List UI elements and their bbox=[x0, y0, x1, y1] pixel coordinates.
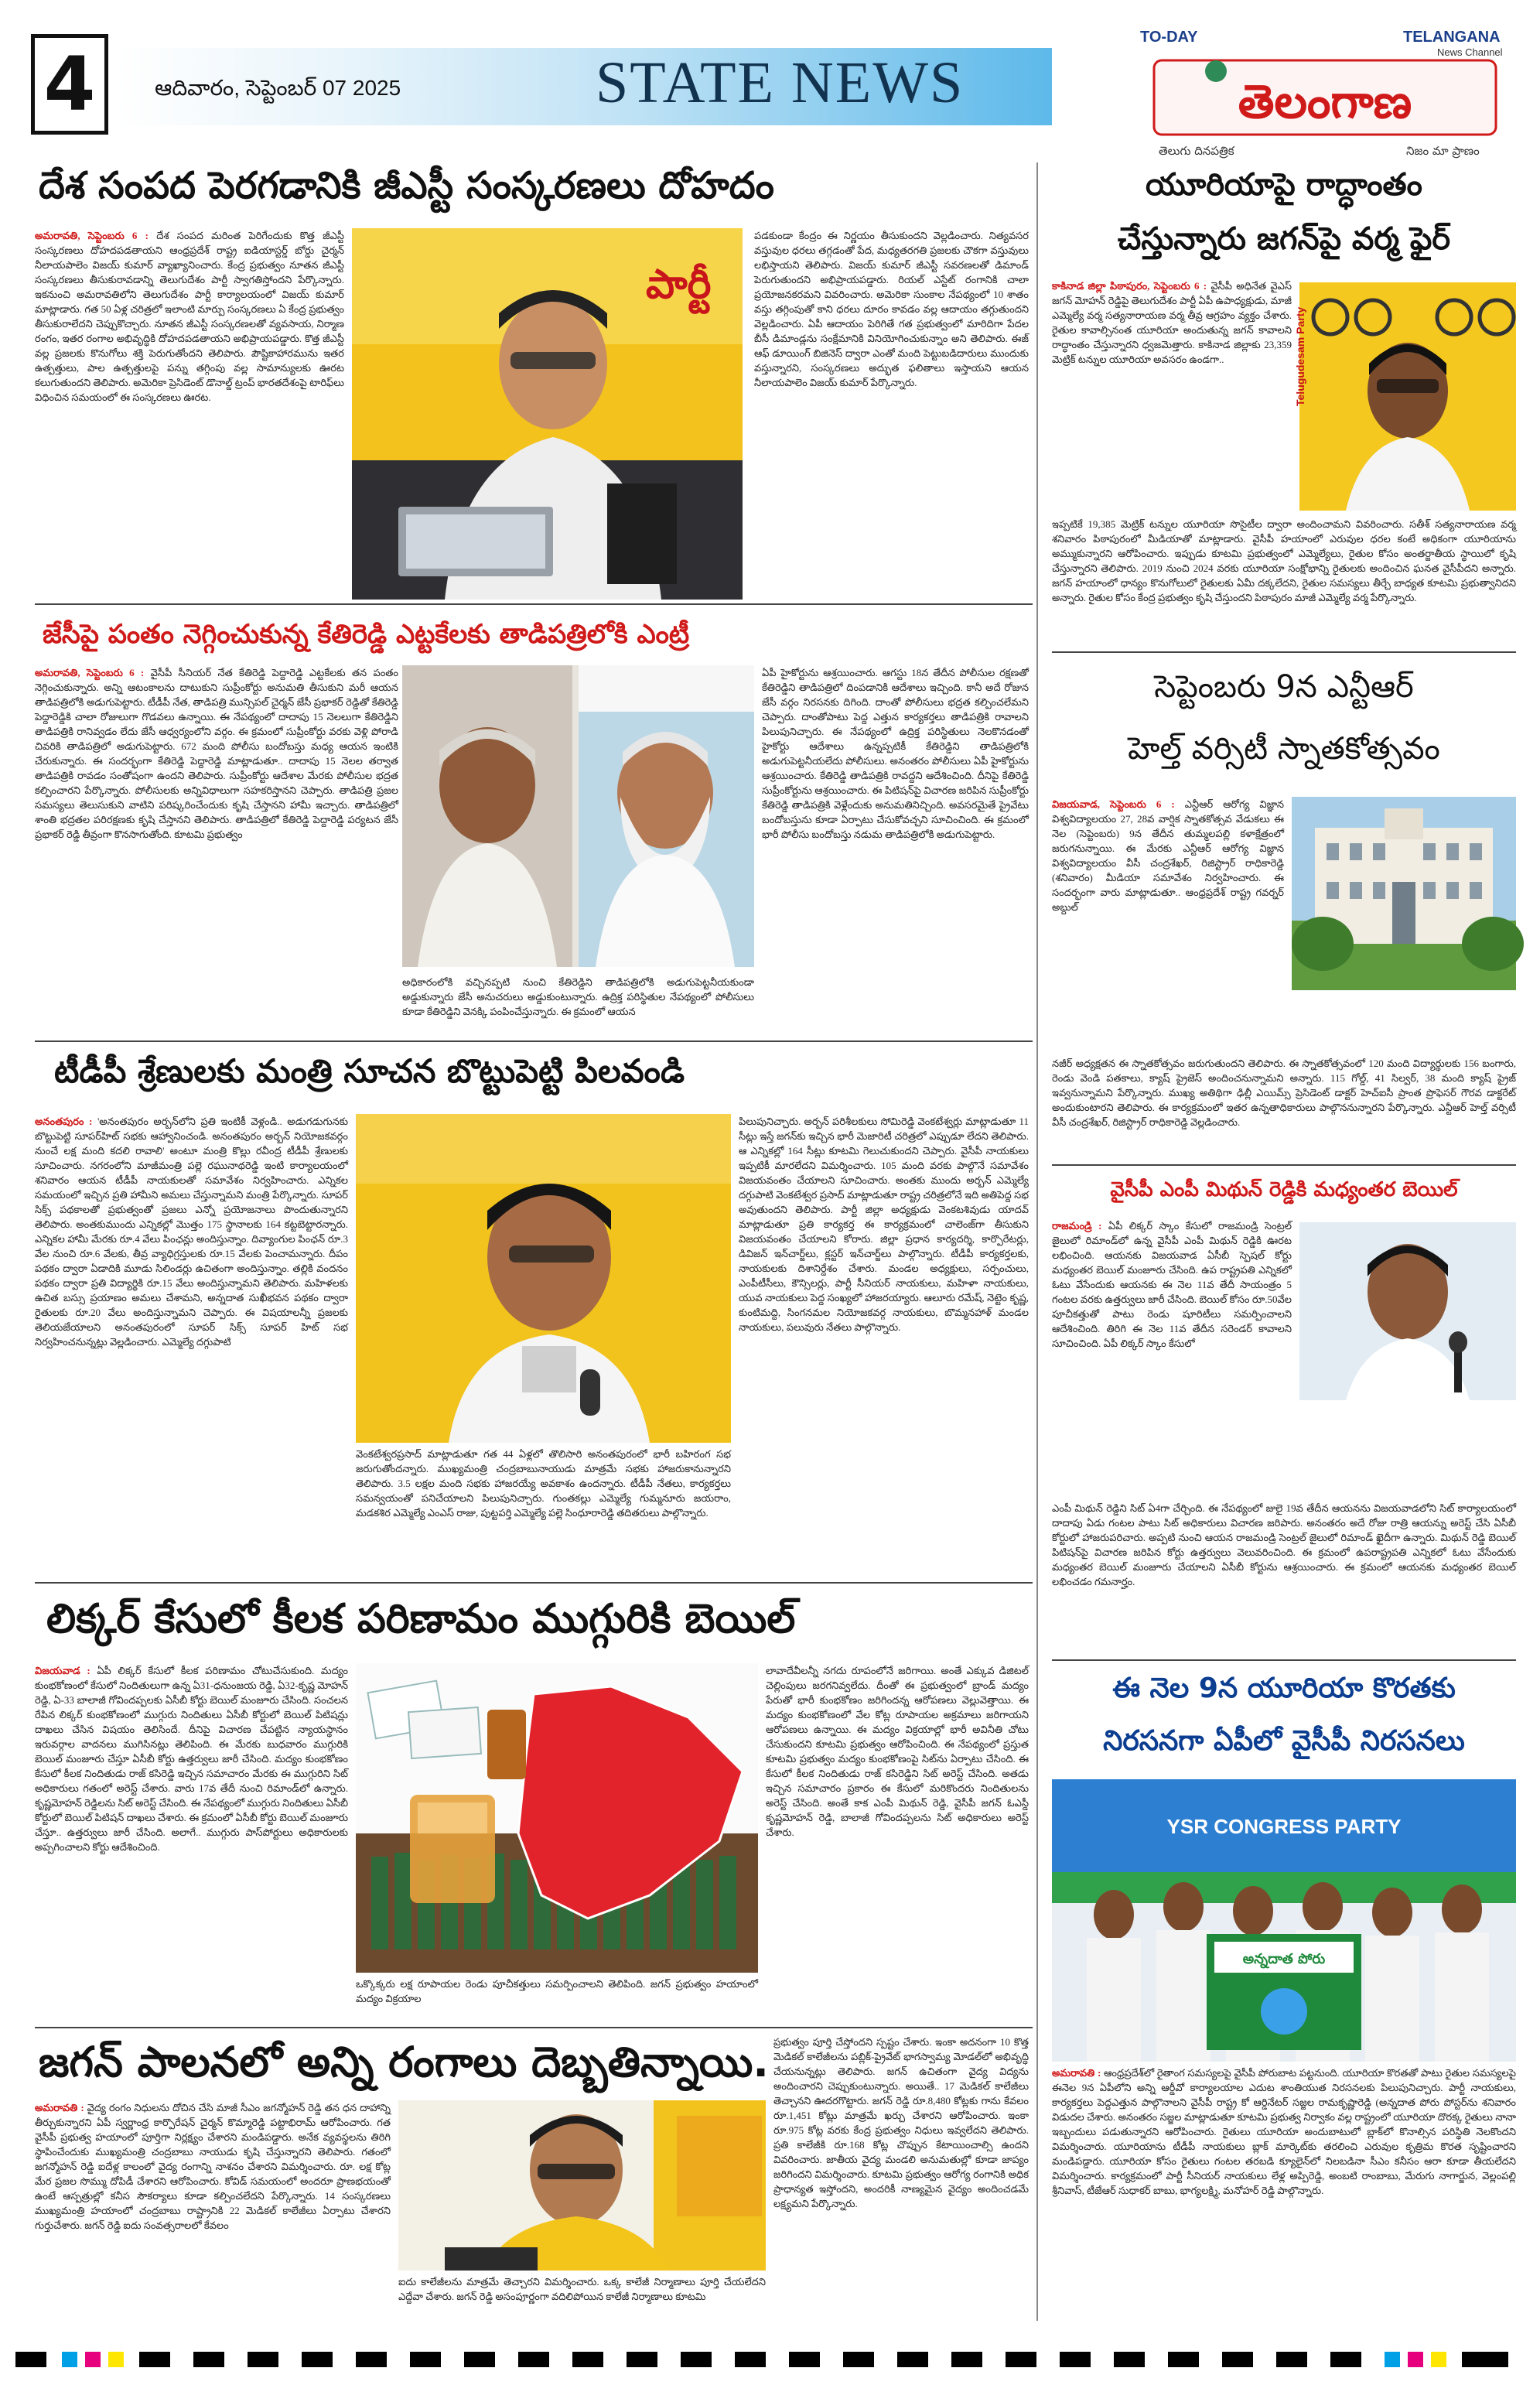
column-divider bbox=[1036, 162, 1038, 2321]
ntr-health-headline-line1: సెప్టెంబరు 9న ఎన్టీఆర్ bbox=[1154, 669, 1414, 705]
mithun-headline: వైసీపీ ఎంపీ మిథున్ రెడ్డికి మధ్యంతర బెయిల్ bbox=[1110, 1178, 1458, 1201]
masthead-tag-left: TO-DAY bbox=[1140, 29, 1198, 46]
kethireddy-headline: జేసీపై పంతం నెగ్గించుకున్న కేతిరెడ్డి ఎట్టకేలకు తాడిపత్రిలోకి ఎంట్రీ bbox=[43, 619, 690, 650]
ysrcp-protest-body bbox=[1052, 2066, 1516, 2325]
kethireddy-dateline: అమరావతి, సెప్టెంబరు 6 : bbox=[35, 667, 145, 678]
ysrcp-protest-headline-line1: ఈ నెల 9న యూరియా కొరతకు bbox=[1112, 1673, 1456, 1704]
jagan-rule-body-text-1: వైద్య రంగం నిధులను దోచిన చేసి మాజీ సీఎం జగన్మోహన్ రెడ్డి తన ధన దాహాన్ని తీర్చుకున్నారని ఏపీ స్వర్ణాంధ్ర కార్పొరేషన్ చైర్మన్ కొమ్మారెడ్డి పట్టాభిరామ్ ఆరోపించారు. గత వైసీపీ ప్రభుత్వ హయాంలో పూర్తిగా నిర్లక్ష్యం చేశారని మండిపడ్డారు. అనేక వ్యవస్థలను తిరిగి స్థాపించేందుకు ముఖ్యమంత్రి చంద్రబాబు నాయుడు కృషి చేస్తున్నారని తెలిపారు. గతంలో జగన్మోహన్ రెడ్డి ఐదేళ్ల కాలంలో వైద్య రంగాన్ని నాశనం చేశారని విమర్శించారు. రూ. లక్ష కోట్ల మేర ప్రజల సొమ్ము దోపిడీ చేశారని ఆరోపించారు. కోవిడ్ సమయంలో అందరూ ప్రాణభయంతో ఉంటే ఆస్పత్రుల్లో కనీస సౌకర్యాలు కూడా కల్పించలేదని పేర్కొన్నారు. 14 సంస్కరణలు ముఖ్యమంత్రి హయాంలో చంద్రబాబు రాష్ట్రానికి 22 మెడికల్ కాలేజీలు ఏర్పాటు చేశారని గుర్తుచేశారు. జగన్ రెడ్డి ఐదు సంవత్సరాలలో కేవలం bbox=[35, 2102, 391, 2231]
section-title: STATE NEWS bbox=[596, 50, 965, 115]
urea-varma-body-col2: ఇప్పటికే 19,385 మెట్రిక్ టన్నుల యూరియా సొసైటీల ద్వారా అందించామని వివరించారు. సతీశ్ సత్యనారాయణ వర్మ శనివారం పిఠాపురంలో మీడియాతో మాట్లాడారు. వైసీపీ హయాంలో ఎరువుల ధరల కంటే అధికంగా యూరియాను అమ్ముకున్నారని ఆరోపించారు. ఇప్పుడు కూటమి ప్రభుత్వంలో ఎమ్మెల్యేలు, రైతుల కోసం అంతర్జాతీయ స్థాయిలో కృషి చేస్తున్నారని తెలిపారు. 2019 నుంచి 2024 వరకు యూరియా సంక్షోభాన్ని రైతులకు అందించిన ఘనత వైసీపీదని అన్నారు. జగన్ హయాంలో ధాన్యం కొనుగోలులో రైతులకు ఏమీ దక్కలేదని, రైతుల సమస్యలు తీర్చే బాధ్యత కూటమి ప్రభుత్వానిదని అన్నారు. రైతుల కోసం కేంద్ర ప్రభుత్వం కృషి చేస్తుందని పిఠాపురం మాజీ ఎమ్మెల్యే వర్మ పేర్కొన్నారు. bbox=[1052, 518, 1516, 603]
footer-registration-bar bbox=[15, 2352, 1524, 2367]
jagan-rule-dateline: అమరావతి : bbox=[35, 2102, 84, 2113]
tdp-minister-body-col2: వెంకటేశ్వరప్రసాద్ మాట్లాడుతూ గత 44 ఏళ్లలో తొలిసారి అనంతపురంలో భారీ బహిరంగ సభ జరుగుతోందన్నారు. ముఖ్యమంత్రి చంద్రబాబునాయుడు మాత్రమే సభకు హాజరుకానున్నారని తెలిపారు. 3.5 లక్షల మంది సభకు హాజరయ్యే అవకాశం ఉందన్నారు. టీడీపీ నేతలు, కార్యకర్తలు సమన్వయంతో పనిచేయాలని పిలుపునిచ్చారు. గుంతకల్లు ఎమ్మెల్యే గుమ్మనూరు జయరాం, మడకశిర ఎమ్మెల్యే ఎంఎస్ రాజు, పుట్టపర్తి ఎమ్మెల్యే పల్లె సింధూరారెడ్డి తదితరులు పాల్గొన్నారు. bbox=[356, 1448, 731, 1519]
urea-varma-body-col1 bbox=[1052, 278, 1292, 514]
ntr-health-divider bbox=[1052, 1164, 1516, 1166]
page-number: 4 bbox=[31, 34, 108, 135]
tdp-minister-dateline: అనంతపురం : bbox=[35, 1116, 93, 1127]
kethireddy-divider bbox=[35, 1040, 1033, 1042]
urea-varma-headline-line2: చేస్తున్నారు జగన్‌పై వర్మ ఫైర్ bbox=[1117, 221, 1451, 257]
liquor-divider bbox=[35, 2027, 1033, 2028]
liquor-dateline: విజయవాడ : bbox=[35, 1665, 90, 1676]
urea-varma-headline-line1: యూరియాపై రాద్ధాంతం bbox=[1146, 167, 1422, 203]
tdp-minister-body-text-1: 'అనంతపురం అర్బన్‌లోని ప్రతి ఇంటికీ వెళ్లండి.. అడుగడుగునకు బొట్టుపెట్టి సూపర్‌హిట్ సభకు ఆహ్వానించండి. అనంతపురం అర్బన్ నియోజకవర్గం నుంచే లక్ష మంది కదలి రావాలి' అంటూ మంత్రి కొల్లు రవీంద్ర టీడీపీ శ్రేణులకు సూచించారు. నగరంలోని మాజీమంత్రి పల్లె రఘునాథరెడ్డి ఇంటి కార్యాలయంలో శనివారం ఆయన టీడీపీ నాయకులతో సమావేశం నిర్వహించారు. ఎన్నికల సమయంలో ఇచ్చిన ప్రతి హామీని అమలు చేస్తున్నామని మంత్రి పేర్కొన్నారు. సూపర్ సిక్స్ పథకాలతో ప్రభుత్వంతో ప్రజలు ఎన్నో ప్రయోజనాలు పొందుతున్నారని తెలిపారు. అంతకుముందు ఎన్నికల్లో మొత్తం 175 స్థానాలకు 164 కట్టబెట్టారన్నారు. ఎన్నికల హామీ మేరకు రూ.4 వేలు పింఛన్లు అందిస్తున్నాం. దివ్యాంగుల పింఛన్ రూ.3 వేల నుంచి రూ.6 వేలకు, తీవ్ర వ్యాధిగ్రస్తులకు రూ.15 వేలకు పెంచామన్నారు. దీపం పథకం ద్వారా ఏడాదికి మూడు సిలిండర్లు ఉచితంగా అందిస్తున్నాం. తల్లికి వందనం పథకం ద్వారా ప్రతి విద్యార్థికి రూ.15 వేలు అందిస్తున్నామని తెలిపారు. మహిళలకు ఉచిత బస్సు ప్రయాణం అమలు చేశామని, అన్నదాత సుఖీభవన పథకం ద్వారా రైతులకు రూ.20 వేలు అందిస్తున్నామని చెప్పారు. ఈ విషయాలన్నీ ప్రజలకు తెలియజేయాలని అనంతపురంలో సూపర్ సిక్స్ సూపర్ హిట్ సభ నిర్వహించనున్నట్లు వెల్లడించారు. ఎమ్మెల్యే దగ్గుపాటి bbox=[35, 1116, 348, 1348]
gst-divider bbox=[35, 603, 1033, 605]
liquor-body-text-1: ఏపీ లిక్కర్ కేసులో కీలక పరిణామం చోటుచేసుకుంది. మద్యం కుంభకోణంలో కేసులో నిందితులుగా ఉన్న ఏ31-ధనుంజయ రెడ్డి, ఏ32-కృష్ణ మోహన్ రెడ్డి, ఏ-33 బాలాజీ గోవిందప్పలకు ఏసీబీ కోర్టు బెయిల్ మంజూరు చేసింది. సంచలన రేపిన లిక్కర్ కుంభకోణంలో ముగ్గురు నిందితులు ఏసీబీ కోర్టులో బెయిల్ పిటిషన్లు దాఖలు చేసిన విషయం తెలిసిందే. దీనిపై విచారణ చేపట్టిన న్యాయస్థానం ఇరువర్గాల వాదనలు ముగిసినట్లు తెలిపింది. ఈ మేరకు బుధవారం ముగ్గురికి బెయిల్ మంజూరు చేస్తూ ఏసీబీ కోర్టు ఉత్తర్వులు జారీ చేసింది. మద్యం కుంభకోణం కేసులో కీలక నిందితుడు రాజ్ కసిరెడ్డి ఇచ్చిన సమాచారం మేరకు ఈ ముగ్గురిని సిట్ అధికారులు గతంలో అరెస్ట్ చేశారు. వారు 17వ తేదీ నుంచి రిమాండ్‌లో ఉన్నారు. కృష్ణమోహన్ రెడ్డిలను సిట్ అరెస్ట్ చేసింది. ఈ నేపథ్యంలో ముగ్గురు నిందితులు ఏసీబీ కోర్టులో బెయిల్ పిటిషన్ దాఖలు చేశారు. ఈ క్రమంలో ఏసీబీ కోర్టు బెయిల్ మంజూరు చేస్తూ.. ఉత్తర్వులు జారీ చేసింది. అలాగే.. ముగ్గురు పాస్‌పోర్టులు అధికారులకు అప్పగించాలని కోర్టు ఆదేశించింది. bbox=[35, 1665, 348, 1853]
tdp-minister-headline: టీడీపీ శ్రేణులకు మంత్రి సూచన బొట్టుపెట్టి పిలవండి bbox=[54, 1052, 685, 1090]
ntr-health-dateline: విజయవాడ, సెప్టెంబరు 6 : bbox=[1052, 798, 1175, 810]
urea-varma-photo-banner-text: Telugudesam Party bbox=[1294, 306, 1306, 406]
ysrcp-protest-poster-title: అన్నదాత పోరు bbox=[1242, 1951, 1326, 1967]
ntr-health-body-text-1: ఎన్టీఆర్ ఆరోగ్య విజ్ఞాన విశ్వవిద్యాలయం 27, 28వ వార్షిక స్నాతకోత్సవ వేడుకలు ఈ నెల (సెప్టెంబరు) 9న తేదీన తుమ్మలపల్లి కళాక్షేత్రంలో జరుగనున్నాయి. ఈ మేరకు ఎన్టీఆర్ ఆరోగ్య విజ్ఞాన విశ్వవిద్యాలయం వీసీ చంద్రశేఖర్, రిజిస్ట్రార్ రాధికారెడ్డి (శనివారం) మీడియా సమావేశం నిర్వహించారు. ఈ సందర్భంగా వారు మాట్లాడుతూ.. ఆంధ్రప్రదేశ్ రాష్ట్ర గవర్నర్ అబ్దుల్ bbox=[1052, 798, 1284, 913]
jagan-rule-body-col2: ఐదు కాలేజీలను మాత్రమే తెచ్చారని విమర్శించారు. ఒక్క కాలేజీ నిర్మాణాలు పూర్తి చేయలేదని ఎద్దేవా చేశారు. జగన్ రెడ్డి అసంపూర్ణంగా వదిలిపోయిన కాలేజీ నిర్మాణాలు కూటమి bbox=[398, 2276, 766, 2302]
masthead-logo-globe-icon bbox=[1205, 60, 1227, 82]
mithun-body-col2: ఎంపీ మిథున్ రెడ్డిని సిట్ ఏ4గా చేర్చింది. ఈ నేపథ్యంలో జులై 19వ తేదీన ఆయనను విజయవాడలోని సిట్ కార్యాలయంలో దాదాపు ఏడు గంటల పాటు సిట్ అధికారులు విచారణ జరిపారు. అనంతరం అదే రోజు రాత్రి ఆయన్ను అరెస్ట్ చేసి ఏసీబీ కోర్టులో హాజరుపరిచారు. అప్పటి నుంచి ఆయన రాజమండ్రి సెంట్రల్ జైలులో రిమాండ్ ఖైదీగా ఉన్నారు. మిథున్ రెడ్డి బెయిల్ పిటిషన్‌పై విచారణ జరిపిన కోర్టు ఉత్తర్వులు వెలువరించింది. ఈ క్రమంలో ఉపరాష్ట్రపతి ఎన్నికలో ఓటు వేసేందుకు మధ్యంతర బెయిల్ మంజూరు చేయాలని ఏసీబీ కోర్టును ఆశ్రయించారు. ఈ క్రమంలో ఆయనకు మధ్యంతర బెయిల్ లభించడం గమనార్హం. bbox=[1052, 1502, 1516, 1587]
masthead-tag-right: TELANGANA bbox=[1403, 29, 1501, 46]
gst-photo bbox=[352, 228, 743, 600]
mithun-photo bbox=[1299, 1222, 1516, 1400]
masthead-slogan-right: నిజం మా ప్రాణం bbox=[1406, 144, 1480, 158]
kethireddy-photo bbox=[402, 665, 754, 967]
jagan-rule-photo bbox=[398, 2100, 766, 2271]
gst-body-text-1: దేశ సంపద మరింత పెరిగేందుకు కొత్త జీఎస్టీ సంస్కరణలు దోహదపడతాయని ఆంధ్రప్రదేశ్ రాష్ట్ర ఐడియాస్టర్డ్ బోర్డు చైర్మన్ నీలాయపాలెం విజయ్ కుమార్ వ్యాఖ్యానించారు. కేంద్ర ప్రభుత్వం నూతన జీఎస్టీ సంస్కరణలు తీసుకురావడాన్ని తెలుగుదేశం పార్టీ స్వాగతిస్తోందని పేర్కొన్నారు. ఇకనుంచి అమరావతిలోని తెలుగుదేశం పార్టీ కార్యాలయంలో విజయ్ కుమార్ మాట్లాడారు. గత 50 ఏళ్ల చరిత్రలో ఇలాంటి మార్పు సంస్కరణలు ఏ కేంద్ర ప్రభుత్వం తీసుకురాలేదని చెప్పుకొచ్చారు. నూతన జీఎస్టీ సంస్కరణలతో వ్యవసాయ, నిర్మాణ రంగం, ఇతర రంగాల అభివృద్ధికి దోహదపడతాయని అభిప్రాయపడ్డారు. కొత్త జీఎస్టీ వల్ల ప్రజలకు కొనుగోలు శక్తి పెరుగుతోందని తెలిపారు. పౌష్టికాహారమును ఇతర ఉత్పత్తులు, పాల ఉత్పత్తులపై పన్ను తగ్గింపు వల్ల సామాన్యులకు ఊరట కలుగుతుందని తెలిపారు. అమెరికా ప్రెసిడెంట్ డొనాల్డ్ ట్రంప్ భారతదేశంపై టారిఫ్‌లు విధించిన సమయంలో ఈ సంస్కరణలు ఊరట. bbox=[35, 230, 344, 403]
jagan-rule-body-col1 bbox=[35, 2100, 391, 2325]
footer-color-swatches bbox=[15, 2352, 1508, 2367]
mithun-divider bbox=[1052, 1659, 1516, 1661]
gst-photo-banner-text: పార్టీ bbox=[646, 261, 712, 308]
jagan-rule-headline: జగన్ పాలనలో అన్ని రంగాలు దెబ్బతిన్నాయి. bbox=[39, 2038, 769, 2086]
issue-date: ఆదివారం, సెప్టెంబర్ 07 2025 bbox=[155, 76, 401, 100]
jagan-rule-body-col3: ప్రభుత్వం పూర్తి చేస్తోందని స్పష్టం చేశారు. ఇంకా అదనంగా 10 కొత్త మెడికల్ కాలేజీలను పబ్లిక్-ప్రైవేట్ భాగస్వామ్య మోడల్‌లో అభివృద్ధి చేయనున్నట్లు తెలిపారు. జగన్ ఉచితంగా వైద్య విద్యను అందించారని చెప్పుకుంటున్నారు. అయితే.. 17 మెడికల్ కాలేజీలు తెచ్చానని ఊదరగొట్టారు. జగన్ రెడ్డి రూ.8,480 కోట్లకు గాను కేవలం రూ.1,451 కోట్లు మాత్రమే ఖర్చు చేశారని ఆరోపించారు. ఇంకా రూ.975 కోట్ల వరకు కేంద్ర ప్రభుత్వం నిధులు ఇవ్వలేదని తెలిపారు. ప్రతి కాలేజీకి రూ.168 కోట్ల చొప్పున కేటాయించాల్సి ఉందని వివరించారు. జాతీయ వైద్య మండలి అనుమతుల్లో కూడా జాప్యం జరిగిందని విమర్శించారు. కూటమి ప్రభుత్వం ఆరోగ్య రంగానికి అధిక ప్రాధాన్యత ఇస్తోందని, అందరికీ నాణ్యమైన వైద్యం అందించడమే లక్ష్యమని పేర్కొన్నారు. bbox=[773, 2036, 1029, 2209]
liquor-body-col1 bbox=[35, 1663, 348, 2023]
mithun-dateline: రాజమండ్రి : bbox=[1052, 1220, 1102, 1232]
kethireddy-body-text-1: వైసీపీ సీనియర్ నేత కేతిరెడ్డి పెద్దారెడ్డి ఎట్టకేలకు తన పంతం నెగ్గించుకున్నారు. అన్ని ఆటంకాలను దాటుకుని సుప్రీంకోర్టు అనుమతి తీసుకుని మరీ ఆయన తాడిపత్రిలోకి అడుగుపెట్టారు. టీడీపీ నేత, తాడిపత్రి మున్సిపల్ చైర్మన్ జేసీ ప్రభాకర్ రెడ్డితో కేతిరెడ్డి పెద్దారెడ్డికి చాలా రోజులుగా గొడవలు ఉన్నాయి. ఈ నేపథ్యంలో దాదాపు 15 నెలలుగా కేతిరెడ్డిని తాడిపత్రికి రానివ్వడం లేదు జేసీ ఆధ్వర్యంలోని వర్గం. ఈ క్రమంలో సుప్రీంకోర్టు వరకు వెళ్లి పోరాడి చివరికి తాడిపత్రిలో అడుగుపెట్టారు. 672 మంది పోలీసు బందోబస్తు మధ్య ఆయన ఇంటికి చేరుకున్నారు. ఈ సందర్భంగా కేతిరెడ్డి పెద్దారెడ్డి మాట్లాడుతూ.. దాదాపు 15 నెలల తర్వాత తాడిపత్రికి రావడం సంతోషంగా ఉందని తెలిపారు. సుప్రీంకోర్టు ఆదేశాల మేరకు పోలీసుల భద్రత కల్పించారని పేర్కొన్నారు. పోలీసులకు అన్నివిధాలుగా సహకరిస్తానని చెప్పారు. తాడిపత్రి ప్రజల సమస్యలు తెలుసుకుని వాటిని పరిష్కరించేందుకు కృషి చేస్తానని హామీ ఇచ్చారు. తాడిపత్రిలో శాంతి భద్రతల పరిరక్షణకు కృషి చేస్తానని తెలిపారు. తాడిపత్రిలో కేతిరెడ్డి పెద్దారెడ్డి పర్యటన జేసీ ప్రభాకర్ రెడ్డి తీవ్రంగా కొనసాగుతోంది. కూటమి ప్రభుత్వం bbox=[35, 667, 399, 840]
gst-headline: దేశ సంపద పెరగడానికి జీఎస్టీ సంస్కరణలు దోహదం bbox=[39, 164, 774, 207]
tdp-minister-body-col3: పిలుపునిచ్చారు. అర్బన్ పరిశీలకులు సోమిరెడ్డి వెంకటేశ్వర్లు మాట్లాడుతూ 11 సీట్లు ఇస్తే జగన్‌కు ఇచ్చిన భారీ మెజారిటీ చరిత్రలో ఎప్పుడూ లేదని తెలిపారు. ఆ ఎన్నికల్లో 164 సీట్లు కూటమి గెలుచుకుందని చెప్పారు. వైసీపీ నాయకులు ఇప్పటికీ మారలేదని విమర్శించారు. 105 మంది వరకు పాల్గొనే సమావేశం విజయవంతం చేయాలని సూచించారు. అంతకు ముందు అర్బన్ ఎమ్మెల్యే దగ్గుపాటి వెంకటేశ్వర ప్రసాద్ మాట్లాడుతూ రాష్ట్ర చరిత్రలోనే ఇది అతిపెద్ద సభ అవుతుందని తెలిపారు. పార్టీ జిల్లా అధ్యక్షుడు వెంకటశివుడు యాదవ్ మాట్లాడుతూ ప్రతి కార్యకర్త ఈ కార్యక్రమంలో చాలెంజ్‌గా తీసుకుని విజయవంతం చేయాలని కోరారు. జిల్లా ప్రధాన కార్యదర్శి, కార్పొరేటర్లు, డివిజన్ ఇన్‌చార్జ్‌లు, క్లస్టర్ ఇన్‌చార్జ్‌లు పాల్గొన్నారు. టీడీపీ కార్యకర్తలకు, నాయకులకు దిశానిర్దేశం చేశారు. మండల అధ్యక్షులు, సర్పంచులు, ఎంపీటీసీలు, కౌన్సిలర్లు, పార్టీ సీనియర్ నాయకులు, మహిళా నాయకులు, యువ నాయకులు పెద్ద సంఖ్యలో హాజరయ్యారు. ఆలూరు రమేష్, నెట్టెం కృష్ణ, కుంటిమద్ది, సింగనమల నియోజకవర్గ నాయకులు, బొమ్మనహాళ్ మండల నాయకులు, పలువురు నేతలు పాల్గొన్నారు. bbox=[739, 1116, 1029, 1333]
ntr-health-photo bbox=[1292, 797, 1516, 990]
ntr-health-headline-line2: హెల్త్ వర్సిటీ స్నాతకోత్సవం bbox=[1128, 731, 1440, 767]
tdp-minister-photo bbox=[356, 1114, 731, 1443]
ysrcp-protest-photo-banner: YSR CONGRESS PARTY bbox=[1166, 1815, 1402, 1838]
masthead-logo bbox=[1135, 23, 1514, 162]
gst-dateline: అమరావతి, సెప్టెంబరు 6 : bbox=[35, 230, 149, 241]
masthead-logo-text: తెలంగాణ bbox=[1238, 75, 1412, 129]
ysrcp-protest-dateline: అమరావతి : bbox=[1052, 2067, 1101, 2079]
ntr-health-body-col1 bbox=[1052, 797, 1284, 1052]
liquor-headline: లిక్కర్ కేసులో కీలక పరిణామం ముగ్గురికి బెయిల్ bbox=[46, 1596, 796, 1642]
urea-varma-dateline: కాకినాడ జిల్లా పిఠాపురం, సెప్టెంబరు 6 : bbox=[1052, 280, 1207, 292]
urea-varma-divider bbox=[1052, 651, 1516, 653]
liquor-body-col2: ఒక్కొక్కరు లక్ష రూపాయల రెండు పూచీకత్తులు సమర్పించాలని తెలిపింది. జగన్ ప్రభుత్వం హయాంలో మద్యం విక్రయాల bbox=[356, 1978, 758, 2004]
masthead-tagline: News Channel bbox=[1437, 46, 1503, 58]
ysrcp-protest-headline-line2: నిరసనగా ఏపీలో వైసీపీ నిరసనలు bbox=[1103, 1725, 1465, 1757]
ysrcp-protest-body-text-1: ఆంధ్రప్రదేశ్‌లో రైతాంగ సమస్యలపై వైసీపీ పోరుబాట పట్టనుంది. యూరియా కొరతతో పాటు రైతుల సమస్యలపై ఈనెల 9న ఏపీలోని అన్ని ఆర్డీవో కార్యాలయాల ఎదుట శాంతియుత నిరసనలకు పిలుపునిచ్చారు. పార్టీ నాయకులు, కార్యకర్తలు పెద్దఎత్తున పాల్గొనాలని వైసీపీ రాష్ట్ర కో ఆర్డినేటర్ సజ్జల రామకృష్ణారెడ్డి (అన్నదాత పోరు పోస్టర్‌ను శనివారం విడుదల చేశారు. అనంతరం సజ్జల మాట్లాడుతూ కూటమి ప్రభుత్వ నిర్వాకం వల్ల రాష్ట్రంలో యూరియా దొరక్క రైతులు నానా ఇబ్బందులు పడుతున్నారని ఆరోపించారు. రైతులు యూరియా అందుబాటులో బ్లాక్‌లో కొనాల్సిన పరిస్థితి నెలకొందని విమర్శించారు. యూరియాను టీడీపీ నాయకులు బ్లాక్ మార్కెట్‌కు తరలించి ఎరువుల కృత్రిమ కొరత సృష్టించారని మండిపడ్డారు. యూరియా కోసం రైతులు గంటల తరబడి క్యూలైన్‌లో నిలబడినా సీఎం కనీసం ఆరా కూడా తీయలేదని విమర్శించారు. కార్యక్రమంలో పార్టీ సీనియర్ నాయకులు లేళ్ల అప్పిరెడ్డి, అంబటి రాంబాబు, మేరుగు నాగార్జున, వెల్లంపల్లి శ్రీనివాస్, టీజేఆర్ సుధాకర్ బాబు, భాగ్యలక్ష్మి, మనోహర్ రెడ్డి పాల్గొన్నారు. bbox=[1052, 2067, 1517, 2196]
liquor-photo bbox=[356, 1663, 758, 1973]
ysrcp-protest-photo bbox=[1052, 1779, 1516, 2062]
urea-varma-body-text-1: వైసీపీ అధినేత వైఎస్ జగన్ మోహన్ రెడ్డిపై తెలుగుదేశం పార్టీ ఏపీ ఉపాధ్యక్షుడు, మాజీ ఎమ్మెల్యే వర్మ సత్యనారాయణ వర్మ తీవ్ర ఆగ్రహం వ్యక్తం చేశారు. రైతుల కావాల్సినంత యూరియా అందుతున్న జగన్ కావాలని రాద్ధాంతం చేస్తున్నారని ధ్వజమెత్తారు. కాకినాడ జిల్లాకు 23,359 మెట్రిక్ టన్నుల యూరియా అవసరం ఉండగా.. bbox=[1052, 280, 1292, 365]
liquor-body-col3: లావాదేవీలన్నీ నగదు రూపంలోనే జరిగాయి. అంతే ఎక్కువ డిజిటల్ చెల్లింపులు జరగనివ్వలేదు. దీంతో ఈ ప్రభుత్వంలో బ్రాండ్ మద్యం పేరుతో భారీ కుంభకోణం జరిగిందన్న ఆరోపణలు వెల్లువెత్తాయి. ఈ మద్యం కుంభకోణంలో వేల కోట్ల రూపాయల అక్రమాలు జరిగాయని ఆరోపణలు ఉన్నాయి. ఈ మద్యం విక్రయాల్లో భారీ అవినీతి చోటు చేసుకుందని కూటమి ప్రభుత్వం ఆరోపించింది. ఈ నేపథ్యంలో ప్రస్తుత కూటమి ప్రభుత్వం మద్యం కుంభకోణంపై సిట్‌ను ఏర్పాటు చేసింది. ఈ కేసులో కీలక నిందితుడు రాజ్ కసిరెడ్డిని సిట్ అరెస్ట్ చేసింది. అతడు ఇచ్చిన సమాచారం ప్రకారం ఈ కేసులో మరికొందరు నిందితులను అరెస్ట్ చేసింది. అంతే కాక ఎంపీ మిథున్ రెడ్డి, వైసీపీ జగన్ ఓఎస్డీ కృష్ణమోహన్ రెడ్డి, బాలాజీ గోవిందప్పలను సిట్ అధికారులు అరెస్ట్ చేశారు. bbox=[766, 1665, 1029, 1838]
masthead-slogan-left: తెలుగు దినపత్రిక bbox=[1159, 144, 1234, 158]
tdp-minister-body-col1 bbox=[35, 1114, 348, 1578]
ntr-health-body-col2: నజీర్ అధ్యక్షతన ఈ స్నాతకోత్సవం జరుగుతుందని తెలిపారు. ఈ స్నాతకోత్సవంలో 120 మంది విద్యార్థులకు 156 బంగారు, రెండు వెండి పతకాలు, క్యాష్ ప్రైజెస్ అందించనున్నామని అన్నారు. 115 గోల్డ్, 41 సిల్వర్, 38 మంది క్యాష్ ప్రైజ్ ఇవ్వనున్నామని పేర్కొన్నారు. ముఖ్య అతిథిగా ఢిల్లీ ఎయిమ్స్ ప్రెసిడెంట్ డాక్టర్ హెచ్ఐసీ ప్రాంత ప్రొఫెసర్ గౌరవ డాక్టరేట్ అందుకుంటారని తెలిపారు. ఈ కార్యక్రమంలో ఇతర ఉన్నతాధికారులు పాల్గొననున్నారని పేర్కొన్నారు. ఎన్టీఆర్ హెల్త్ వర్సిటీ వీసీ చంద్రశేఖర్, రిజిస్ట్రార్ రాధికారెడ్డి వెల్లడించారు. bbox=[1052, 1058, 1516, 1128]
mithun-body-col1 bbox=[1052, 1218, 1292, 1497]
gst-body-col1 bbox=[35, 228, 344, 600]
tdp-minister-divider bbox=[35, 1582, 1033, 1584]
kethireddy-body-col1 bbox=[35, 665, 398, 1037]
urea-varma-photo bbox=[1294, 282, 1516, 511]
kethireddy-body-col2: అధికారంలోకి వచ్చినప్పటి నుంచి కేతిరెడ్డిని తాడిపత్రిలోకి అడుగుపెట్టనీయకుండా అడ్డుకున్నారు జేసీ అనుచరులు అడ్డుకుంటున్నారు. ఉద్రిక్త పరిస్థితుల నేపథ్యంలో పోలీసులు కూడా కేతిరెడ్డిని వెనక్కి పంపించేస్తున్నారు. ఈ క్రమంలో ఆయన bbox=[402, 976, 754, 1017]
gst-body-col2: పడకుండా కేంద్రం ఈ నిర్ణయం తీసుకుందని వెల్లడించారు. నిత్యవసర వస్తువుల ధరలు తగ్గడంతో పేద, మధ్యతరగతి ప్రజలకు చౌకగా వస్తువులు లభిస్తాయని తెలిపారు. విజయ్ కుమార్ జీఎస్టీ సవరణలతో డిమాండ్ పెరుగుతుందని అభిప్రాయపడ్డారు. రియల్ ఎస్టేట్ రంగానికి చాలా ప్రయోజనకరమని వివరించారు. అమెరికా సుంకాల నేపథ్యంలో 10 శాతం వస్తు తగ్గింపుతో కాని ధరలు దూరం కావడం వల్ల ఆదాయం తగ్గుతుందని వెల్లడించారు. ఏపీ ఆదాయం పెరిగితే గత ప్రభుత్వంలో మారిదిగా పేదల బీసీ డిమాండ్లను సంక్షేమానికి వినియోగించుకున్నాం అని తెలిపారు. ఈజ్ ఆఫ్ డూయింగ్ బిజినెస్ ద్వారా ఎంతో మంది పెట్టుబడిదారులు ముందుకు వస్తున్నారని, సంస్కరణలు అద్భుత ఫలితాలు ఇస్తాయని ఆయన నీలాయపాలెం విజయ్ కుమార్ పేర్కొన్నారు. bbox=[754, 230, 1029, 388]
mithun-body-text-1: ఏపీ లిక్కర్ స్కాం కేసులో రాజమండ్రి సెంట్రల్ జైలులో రిమాండ్‌లో ఉన్న వైసీపీ ఎంపీ మిథున్ రెడ్డికి ఊరట లభించింది. ఆయనకు విజయవాడ ఏసీబీ స్పెషల్ కోర్టు మధ్యంతర బెయిల్ మంజూరు చేసింది. ఉప రాష్ట్రపతి ఎన్నికలో ఓటు వేసేందుకు ఆయనకు ఈ నెల 11వ తేదీ సాయంత్రం 5 గంటల వరకు ఉత్తర్వులు జారీ చేసింది. బెయిల్ కోసం రూ.50వేల పూచీకత్తుతో పాటు రెండు షూరిటీలు సమర్పించాలని ఆదేశించింది. తిరిగి ఈ నెల 11వ తేదీన సరెండర్ కావాలని సూచించింది. ఏపీ లిక్కర్ స్కాం కేసులో bbox=[1052, 1220, 1292, 1349]
kethireddy-body-col3: ఏపీ హైకోర్టును ఆశ్రయించారు. ఆగస్టు 18న తేదీన పోలీసుల రక్షణతో కేతిరెడ్డిని తాడిపత్రిలో దింపడానికి ఆదేశాలు ఇచ్చింది. కానీ అదే రోజున జేసీ వర్గం నిరసనకు దిగింది. దాంతో పోలీసులు భద్రత కల్పించలేమని చెప్పారు. దాంతోపాటు పెద్ద ఎత్తున కార్యకర్తలు తాడిపత్రికి రావాలని పిలుపునిచ్చారు. ఈ నేపథ్యంలో ఉద్రిక్త పరిస్థితులు నెలకొనడంతో హైకోర్టు ఆదేశాలు ఉన్నప్పటికీ కేతిరెడ్డిని తాడిపత్రిలోకి అడుగుపెట్టనీయలేదు పోలీసులు. అనంతరం పోలీసులు ఏపీ హైకోర్టును ఆశ్రయించారు. కేతిరెడ్డి తాడిపత్రికి రావద్దని ఆదేశించింది. దీనిపై కేతిరెడ్డి సుప్రీంకోర్టును ఆశ్రయించారు. ఈ పిటిషన్‌పై విచారణ జరిపిన సుప్రీంకోర్టు కేతిరెడ్డి తాడిపత్రికి వెళ్లేందుకు అనుమతినిచ్చింది. అవసరమైతే ప్రైవేటు బందోబస్తును కూడా ఏర్పాటు చేసుకోవచ్చని సూచించింది. ఈ క్రమంలో భారీ పోలీసు బందోబస్తు నడుమ తాడిపత్రిలోకి అడుగుపెట్టారు. bbox=[762, 667, 1029, 840]
